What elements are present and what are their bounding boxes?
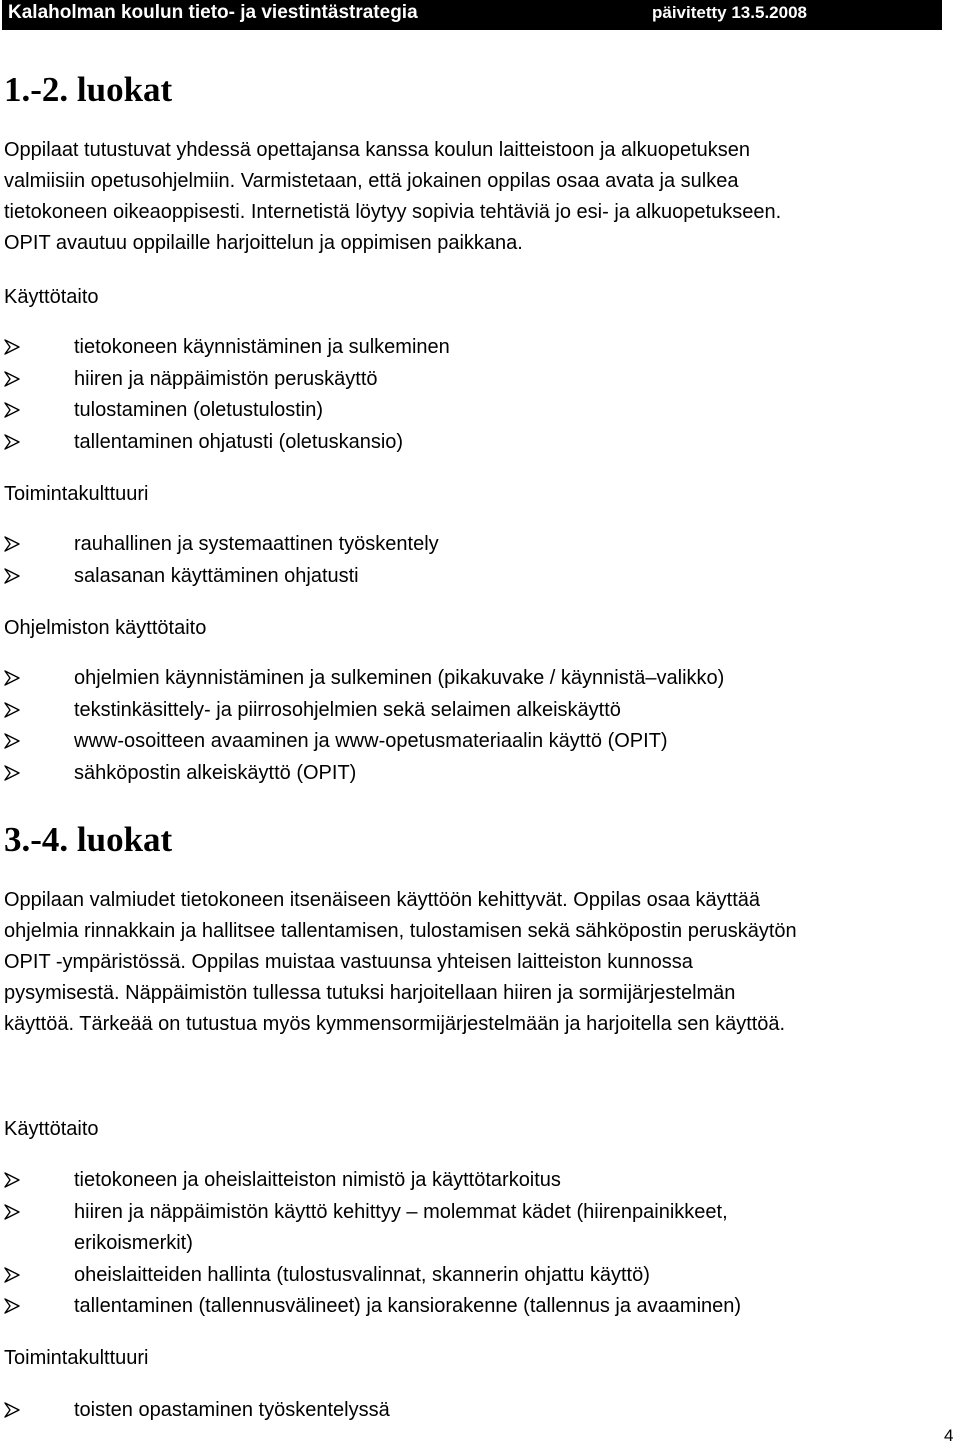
arrow-bullet-icon — [4, 1172, 20, 1188]
intro-line: Oppilaan valmiudet tietokoneen itsenäiseen käyttöön kehittyvät. Oppilas osaa käyttää — [4, 889, 761, 911]
section2-intro — [4, 885, 797, 1040]
intro-line: Oppilaat tutustuvat yhdessä opettajansa kanssa koulun laitteistoon ja alkuopetuksen — [4, 139, 751, 161]
list-item: www-osoitteen avaaminen ja www-opetusmateriaalin käyttö (OPIT) — [4, 726, 724, 758]
arrow-bullet-icon — [4, 702, 20, 718]
list-item: hiiren ja näppäimistön käyttö kehittyy – molemmat kädet (hiirenpainikkeet, erikoismerkit) — [4, 1197, 741, 1260]
arrow-bullet-icon — [4, 765, 20, 781]
list-toimintakulttuuri-2 — [4, 1395, 390, 1427]
heading-toimintakulttuuri: Toimintakulttuuri — [4, 483, 149, 505]
intro-line: ohjelmia rinnakkain ja hallitsee tallentamisen, tulostamisen sekä sähköpostin peruskäytön — [4, 920, 797, 942]
arrow-bullet-icon — [4, 670, 20, 686]
arrow-bullet-icon — [4, 434, 20, 450]
intro-line: OPIT -ympäristössä. Oppilas muistaa vastuunsa yhteisen laitteiston kunnossa — [4, 951, 693, 973]
intro-line: valmiisiin opetusohjelmiin. Varmistetaan, että jokainen oppilas osaa avata ja sulkea — [4, 170, 739, 192]
section1-intro — [4, 135, 781, 259]
list-toimintakulttuuri-1 — [4, 529, 439, 592]
intro-line: OPIT avautuu oppilaille harjoittelun ja oppimisen paikkana. — [4, 232, 523, 254]
list-item: rauhallinen ja systemaattinen työskentely — [4, 529, 439, 561]
list-item: tallentaminen ohjatusti (oletuskansio) — [4, 427, 450, 459]
list-item: tietokoneen käynnistäminen ja sulkeminen — [4, 332, 450, 364]
arrow-bullet-icon — [4, 1204, 20, 1220]
arrow-bullet-icon — [4, 371, 20, 387]
list-item: tietokoneen ja oheislaitteiston nimistö ja käyttötarkoitus — [4, 1165, 741, 1197]
intro-line: pysymisestä. Näppäimistön tullessa tutuksi harjoitellaan hiiren ja sormijärjestelmän — [4, 982, 736, 1004]
list-item-continuation: erikoismerkit) — [74, 1232, 193, 1254]
list-item: oheislaitteiden hallinta (tulostusvalinnat, skannerin ohjattu käyttö) — [4, 1260, 741, 1292]
list-kayttotaito-1 — [4, 332, 450, 458]
arrow-bullet-icon — [4, 568, 20, 584]
list-item: sähköpostin alkeiskäyttö (OPIT) — [4, 758, 724, 790]
list-item: hiiren ja näppäimistön peruskäyttö — [4, 364, 450, 396]
arrow-bullet-icon — [4, 339, 20, 355]
heading-ohjelmisto: Ohjelmiston käyttötaito — [4, 617, 207, 639]
intro-line: tietokoneen oikeaoppisesti. Internetistä löytyy sopivia tehtäviä jo esi- ja alkuopetukseen. — [4, 201, 782, 223]
heading-kayttotaito-2: Käyttötaito — [4, 1118, 99, 1140]
arrow-bullet-icon — [4, 536, 20, 552]
heading-kayttotaito: Käyttötaito — [4, 286, 99, 308]
arrow-bullet-icon — [4, 733, 20, 749]
list-kayttotaito-2 — [4, 1165, 741, 1323]
list-item: tallentaminen (tallennusvälineet) ja kansiorakenne (tallennus ja avaaminen) — [4, 1291, 741, 1323]
page-header — [2, 0, 942, 30]
arrow-bullet-icon — [4, 402, 20, 418]
list-item: tulostaminen (oletustulostin) — [4, 395, 450, 427]
arrow-bullet-icon — [4, 1267, 20, 1283]
list-item: toisten opastaminen työskentelyssä — [4, 1395, 390, 1427]
arrow-bullet-icon — [4, 1402, 20, 1418]
updated-date: päivitetty 13.5.2008 — [652, 3, 807, 22]
arrow-bullet-icon — [4, 1298, 20, 1314]
list-item: tekstinkäsittely- ja piirrosohjelmien sekä selaimen alkeiskäyttö — [4, 695, 724, 727]
list-item: salasanan käyttäminen ohjatusti — [4, 561, 439, 593]
document-title: Kalaholman koulun tieto- ja viestintästrategia — [8, 2, 418, 23]
list-item: ohjelmien käynnistäminen ja sulkeminen (pikakuvake / käynnistä–valikko) — [4, 663, 724, 695]
section-title-1-2: 1.-2. luokat — [4, 70, 173, 109]
intro-line: käyttöä. Tärkeää on tutustua myös kymmensormijärjestelmään ja harjoitella sen käyttöä. — [4, 1013, 786, 1035]
page-number: 4 — [944, 1426, 954, 1445]
heading-toimintakulttuuri-2: Toimintakulttuuri — [4, 1347, 149, 1369]
list-ohjelmisto — [4, 663, 724, 789]
section-title-3-4: 3.-4. luokat — [4, 820, 173, 859]
